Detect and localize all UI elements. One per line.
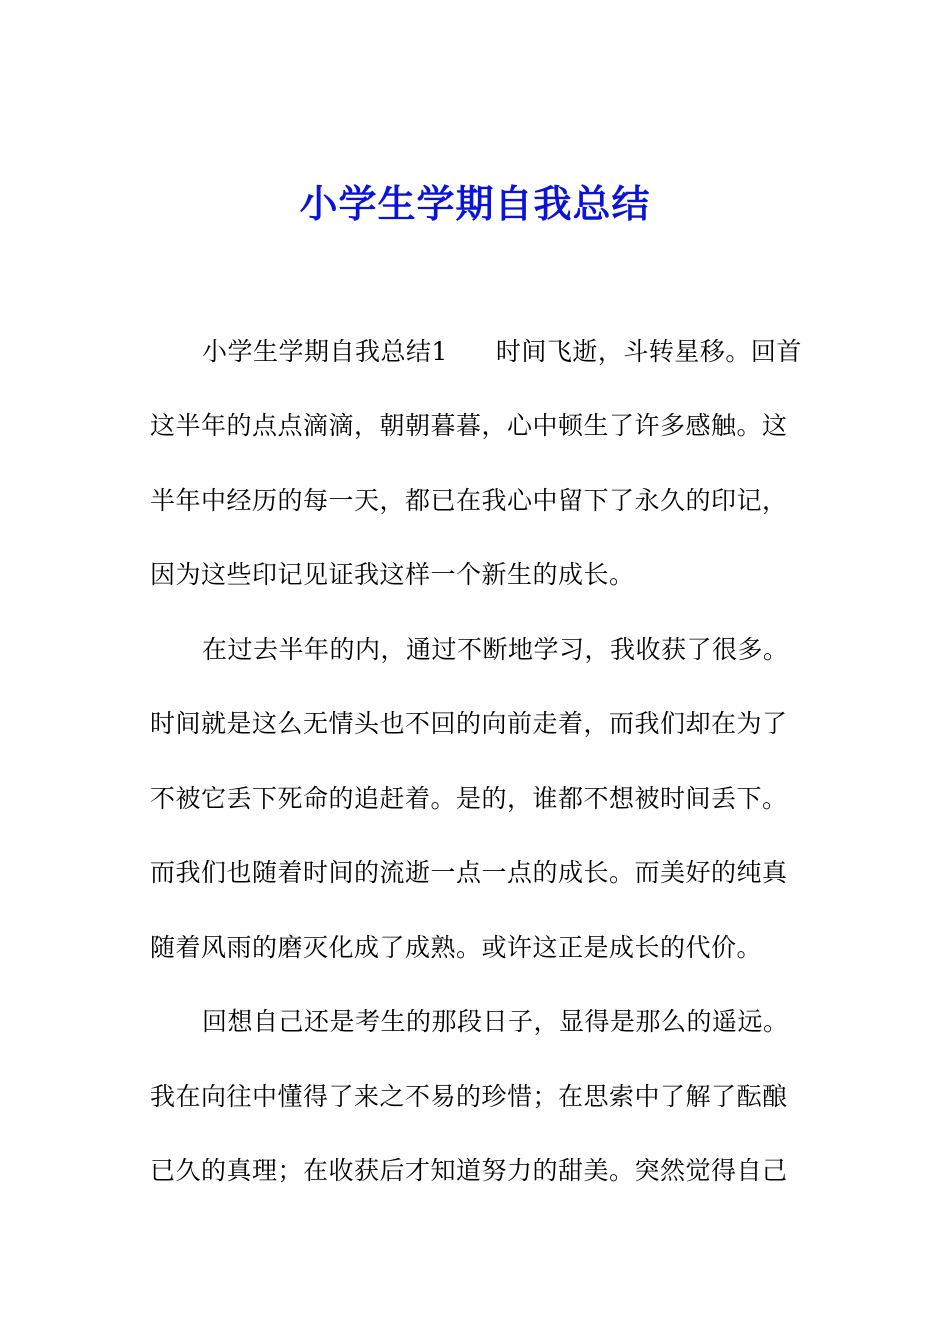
document-title: 小学生学期自我总结	[299, 181, 651, 226]
paragraph-2-line-1: 在过去半年的内，通过不断地学习，我收获了很多。	[202, 635, 789, 664]
paragraph-3-line-2: 我在向往中懂得了来之不易的珍惜；在思索中了解了酝酿	[150, 1082, 788, 1111]
paragraph-3-line-1: 回想自己还是考生的那段日子，显得是那么的遥远。	[202, 1007, 789, 1036]
paragraph-1-line-2: 这半年的点点滴滴，朝朝暮暮，心中顿生了许多感触。这	[150, 411, 788, 440]
paragraph-text: 时间飞逝，斗转星移。回首	[495, 337, 802, 366]
paragraph-2-line-4: 而我们也随着时间的流逝一点一点的成长。而美好的纯真	[150, 858, 788, 887]
paragraph-2-line-2: 时间就是这么无情头也不回的向前走着，而我们却在为了	[150, 709, 788, 738]
paragraph-2-line-3: 不被它丢下死命的追赶着。是的，谁都不想被时间丢下。	[150, 784, 788, 813]
paragraph-3-line-3: 已久的真理；在收获后才知道努力的甜美。突然觉得自己	[150, 1156, 788, 1185]
paragraph-1-line-1	[202, 332, 802, 372]
paragraph-1-line-4: 因为这些印记见证我这样一个新生的成长。	[150, 560, 635, 589]
section-heading: 小学生学期自我总结1	[202, 337, 448, 366]
paragraph-1-line-3: 半年中经历的每一天，都已在我心中留下了永久的印记，	[150, 486, 788, 515]
paragraph-2-line-5: 随着风雨的磨灭化成了成熟。或许这正是成长的代价。	[150, 933, 763, 962]
